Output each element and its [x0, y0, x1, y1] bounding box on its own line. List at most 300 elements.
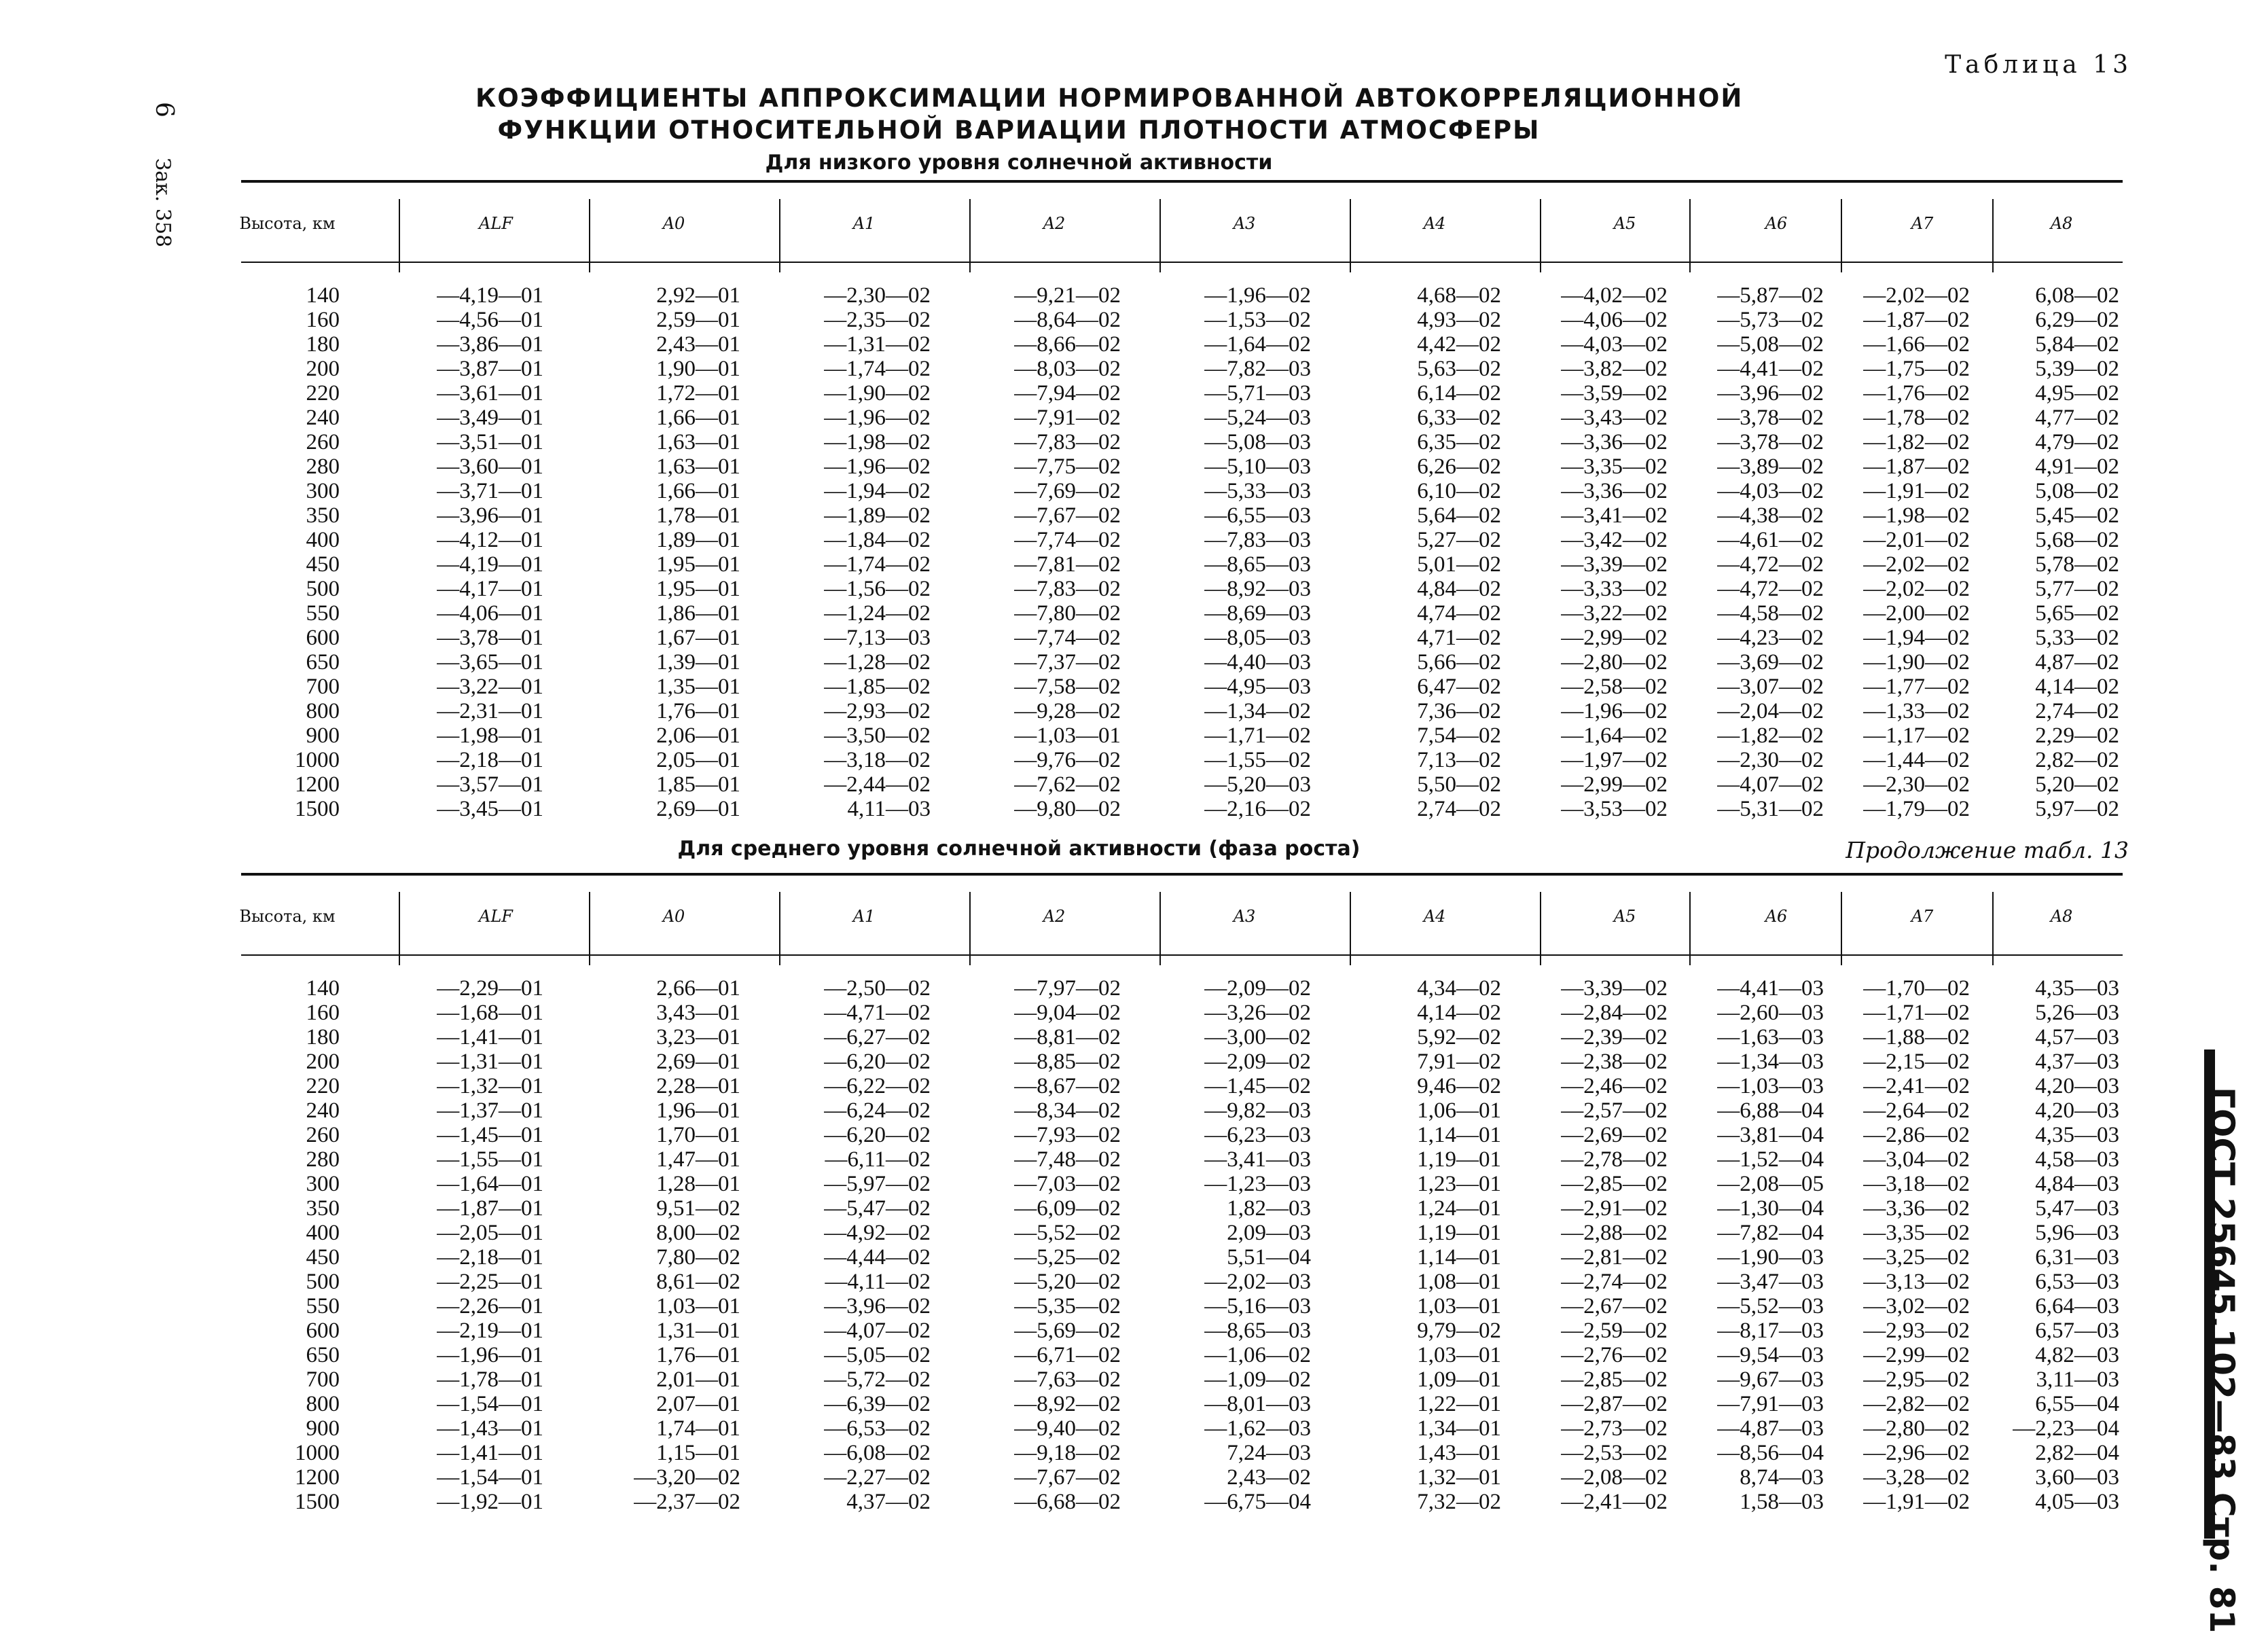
- coefficient-cell: —1,96—02: [1204, 283, 1311, 308]
- coefficient-cell: —2,88—02: [1561, 1221, 1668, 1245]
- coefficient-cell: 1,43—01: [1417, 1441, 1501, 1465]
- altitude-cell: 700: [306, 1367, 340, 1392]
- coefficient-cell: —7,82—03: [1204, 357, 1311, 381]
- coefficient-cell: —1,82—02: [1717, 723, 1824, 748]
- table-row: [241, 454, 2123, 479]
- coefficient-cell: —3,43—02: [1561, 406, 1668, 430]
- column-header: A8: [2050, 907, 2073, 926]
- coefficient-cell: —1,74—02: [824, 552, 931, 577]
- coefficient-cell: 1,66—01: [656, 479, 740, 503]
- coefficient-cell: —4,23—02: [1717, 626, 1824, 650]
- coefficient-cell: 1,85—01: [656, 772, 740, 797]
- coefficient-cell: —8,56—04: [1717, 1441, 1824, 1465]
- coefficient-cell: —2,02—02: [1863, 577, 1970, 601]
- table-body: [241, 976, 2123, 1514]
- column-header: A3: [1233, 214, 1256, 233]
- table-row: [241, 552, 2123, 577]
- altitude-cell: 550: [306, 601, 340, 626]
- coefficient-cell: —3,42—02: [1561, 528, 1668, 552]
- column-header-row: [241, 907, 2123, 934]
- coefficient-cell: —2,39—02: [1561, 1025, 1668, 1049]
- coefficient-cell: —6,88—04: [1717, 1098, 1824, 1123]
- coefficient-cell: —8,85—02: [1014, 1049, 1121, 1074]
- coefficient-cell: —1,96—01: [437, 1343, 543, 1367]
- coefficient-cell: —1,09—02: [1204, 1367, 1311, 1392]
- coefficient-cell: —5,35—02: [1014, 1294, 1121, 1318]
- coefficient-cell: —5,33—03: [1204, 479, 1311, 503]
- coefficient-cell: 1,90—01: [656, 357, 740, 381]
- coefficient-cell: —5,47—02: [824, 1196, 931, 1221]
- altitude-cell: 550: [306, 1294, 340, 1318]
- coefficient-cell: —1,75—02: [1863, 357, 1970, 381]
- coefficient-cell: —8,92—02: [1014, 1392, 1121, 1416]
- table-row: [241, 1270, 2123, 1294]
- coefficient-cell: —1,34—03: [1717, 1049, 1824, 1074]
- coefficient-cell: 5,68—02: [2035, 528, 2119, 552]
- coefficient-cell: —3,36—02: [1561, 479, 1668, 503]
- coefficient-cell: —2,74—02: [1561, 1270, 1668, 1294]
- coefficient-cell: —4,02—02: [1561, 283, 1668, 308]
- coefficient-cell: —4,61—02: [1717, 528, 1824, 552]
- coefficient-cell: 5,78—02: [2035, 552, 2119, 577]
- coefficient-cell: —2,76—02: [1561, 1343, 1668, 1367]
- coefficient-cell: 2,01—01: [656, 1367, 740, 1392]
- coefficient-cell: —9,80—02: [1014, 797, 1121, 821]
- coefficient-cell: 1,35—01: [656, 675, 740, 699]
- coefficient-cell: —7,75—02: [1014, 454, 1121, 479]
- altitude-cell: 180: [306, 332, 340, 357]
- altitude-cell: 240: [306, 406, 340, 430]
- coefficient-cell: —8,69—03: [1204, 601, 1311, 626]
- coefficient-cell: —1,96—02: [824, 454, 931, 479]
- coefficient-cell: —1,82—02: [1863, 430, 1970, 454]
- coefficient-cell: —3,35—02: [1863, 1221, 1970, 1245]
- coefficient-cell: 6,57—03: [2035, 1318, 2119, 1343]
- coefficient-cell: 1,39—01: [656, 650, 740, 675]
- coefficient-cell: —1,85—02: [824, 675, 931, 699]
- coefficient-cell: 6,47—02: [1417, 675, 1501, 699]
- column-header: A7: [1911, 214, 1934, 233]
- coefficient-cell: —3,81—04: [1717, 1123, 1824, 1147]
- coefficient-cell: —6,20—02: [824, 1049, 931, 1074]
- column-header: A1: [852, 214, 876, 233]
- coefficient-cell: —1,90—02: [824, 381, 931, 406]
- coefficient-cell: 1,70—01: [656, 1123, 740, 1147]
- coefficient-cell: —2,15—02: [1863, 1049, 1970, 1074]
- altitude-cell: 1200: [295, 1465, 340, 1490]
- coefficient-cell: —4,17—01: [437, 577, 543, 601]
- altitude-cell: 900: [306, 723, 340, 748]
- altitude-cell: 700: [306, 675, 340, 699]
- coefficient-cell: —2,87—02: [1561, 1392, 1668, 1416]
- coefficient-cell: —2,18—01: [437, 748, 543, 772]
- column-header: ALF: [479, 907, 513, 926]
- coefficient-cell: 5,92—02: [1417, 1025, 1501, 1049]
- coefficient-cell: —6,27—02: [824, 1025, 931, 1049]
- coefficient-cell: —2,23—04: [2013, 1416, 2119, 1441]
- coefficient-cell: 1,47—01: [656, 1147, 740, 1172]
- table-row: [241, 1441, 2123, 1465]
- column-header: Высота, км: [239, 214, 336, 233]
- table-row: [241, 675, 2123, 699]
- coefficient-cell: —3,22—02: [1561, 601, 1668, 626]
- coefficient-cell: —2,38—02: [1561, 1049, 1668, 1074]
- coefficient-cell: —6,20—02: [824, 1123, 931, 1147]
- coefficient-cell: 2,66—01: [656, 976, 740, 1001]
- coefficient-cell: 7,80—02: [656, 1245, 740, 1270]
- coefficient-cell: —7,37—02: [1014, 650, 1121, 675]
- coefficient-cell: —2,09—02: [1204, 1049, 1311, 1074]
- coefficient-cell: —7,13—03: [824, 626, 931, 650]
- coefficient-cell: —7,82—04: [1717, 1221, 1824, 1245]
- coefficient-cell: 2,06—01: [656, 723, 740, 748]
- coefficient-cell: —3,61—01: [437, 381, 543, 406]
- coefficient-cell: —9,82—03: [1204, 1098, 1311, 1123]
- coefficient-cell: —2,78—02: [1561, 1147, 1668, 1172]
- coefficient-cell: —2,95—02: [1863, 1367, 1970, 1392]
- coefficient-cell: —3,60—01: [437, 454, 543, 479]
- table-row: [241, 1392, 2123, 1416]
- coefficient-cell: —8,34—02: [1014, 1098, 1121, 1123]
- altitude-cell: 300: [306, 479, 340, 503]
- coefficient-cell: —3,69—02: [1717, 650, 1824, 675]
- column-header: A4: [1423, 907, 1446, 926]
- coefficient-cell: —4,58—02: [1717, 601, 1824, 626]
- coefficient-cell: —2,73—02: [1561, 1416, 1668, 1441]
- coefficient-cell: —2,25—01: [437, 1270, 543, 1294]
- coefficient-cell: —3,41—03: [1204, 1147, 1311, 1172]
- coefficient-cell: —2,02—02: [1863, 283, 1970, 308]
- coefficient-cell: —1,87—02: [1863, 308, 1970, 332]
- coefficient-cell: 5,51—04: [1227, 1245, 1311, 1270]
- coefficient-cell: —1,54—01: [437, 1392, 543, 1416]
- coefficient-cell: —3,96—02: [824, 1294, 931, 1318]
- coefficient-cell: —6,08—02: [824, 1441, 931, 1465]
- coefficient-cell: —2,46—02: [1561, 1074, 1668, 1098]
- order-note: Зак. 358: [151, 158, 175, 248]
- coefficient-cell: 6,31—03: [2035, 1245, 2119, 1270]
- coefficient-cell: —1,44—02: [1863, 748, 1970, 772]
- coefficient-cell: —5,52—03: [1717, 1294, 1824, 1318]
- coefficient-cell: 6,10—02: [1417, 479, 1501, 503]
- coefficient-cell: 4,35—03: [2035, 1123, 2119, 1147]
- coefficient-cell: —2,31—01: [437, 699, 543, 723]
- table-row: [241, 626, 2123, 650]
- coefficient-cell: 1,32—01: [1417, 1465, 1501, 1490]
- coefficient-cell: 1,03—01: [656, 1294, 740, 1318]
- altitude-cell: 350: [306, 1196, 340, 1221]
- table-row: [241, 1245, 2123, 1270]
- coefficient-cell: —3,18—02: [824, 748, 931, 772]
- coefficient-cell: —4,19—01: [437, 552, 543, 577]
- coefficient-cell: —2,93—02: [824, 699, 931, 723]
- header-rule: [241, 262, 2123, 263]
- coefficient-cell: —3,59—02: [1561, 381, 1668, 406]
- coefficient-cell: 3,60—03: [2035, 1465, 2119, 1490]
- coefficient-cell: —6,24—02: [824, 1098, 931, 1123]
- coefficient-cell: —2,96—02: [1863, 1441, 1970, 1465]
- coefficient-cell: —1,43—01: [437, 1416, 543, 1441]
- coefficient-cell: —2,16—02: [1204, 797, 1311, 821]
- coefficient-cell: —2,01—02: [1863, 528, 1970, 552]
- coefficient-cell: —5,72—02: [824, 1367, 931, 1392]
- coefficient-cell: —3,36—02: [1863, 1196, 1970, 1221]
- coefficient-cell: —1,98—02: [1863, 503, 1970, 528]
- coefficient-cell: —2,02—02: [1863, 552, 1970, 577]
- coefficient-cell: —9,28—02: [1014, 699, 1121, 723]
- coefficient-cell: —3,25—02: [1863, 1245, 1970, 1270]
- altitude-cell: 200: [306, 357, 340, 381]
- coefficient-cell: —6,53—02: [824, 1416, 931, 1441]
- coefficient-cell: —1,78—02: [1863, 406, 1970, 430]
- coefficient-cell: 1,22—01: [1417, 1392, 1501, 1416]
- coefficient-cell: —1,87—01: [437, 1196, 543, 1221]
- coefficient-cell: —8,64—02: [1014, 308, 1121, 332]
- coefficient-cell: —1,53—02: [1204, 308, 1311, 332]
- coefficient-cell: —5,97—02: [824, 1172, 931, 1196]
- table-row: [241, 332, 2123, 357]
- coefficient-cell: —1,64—02: [1561, 723, 1668, 748]
- coefficient-cell: —1,33—02: [1863, 699, 1970, 723]
- coefficient-cell: 1,66—01: [656, 406, 740, 430]
- coefficient-cell: —3,41—02: [1561, 503, 1668, 528]
- coefficient-cell: 5,96—03: [2035, 1221, 2119, 1245]
- coefficient-cell: —1,66—02: [1863, 332, 1970, 357]
- coefficient-cell: —1,54—01: [437, 1465, 543, 1490]
- coefficient-cell: 3,23—01: [656, 1025, 740, 1049]
- column-header: A2: [1043, 214, 1066, 233]
- coefficient-cell: 1,23—01: [1417, 1172, 1501, 1196]
- altitude-cell: 800: [306, 699, 340, 723]
- table-row: [241, 976, 2123, 1001]
- table-label: Таблица 13: [1945, 51, 2132, 79]
- continuation-label: Продолжение табл. 13: [1846, 837, 2129, 863]
- coefficient-cell: 2,92—01: [656, 283, 740, 308]
- coefficient-cell: 1,86—01: [656, 601, 740, 626]
- table-low-activity: [241, 180, 2123, 832]
- coefficient-cell: —7,97—02: [1014, 976, 1121, 1001]
- coefficient-cell: 2,05—01: [656, 748, 740, 772]
- column-header: A2: [1043, 907, 1066, 926]
- column-header: A4: [1423, 214, 1446, 233]
- coefficient-cell: 7,54—02: [1417, 723, 1501, 748]
- coefficient-cell: —1,23—03: [1204, 1172, 1311, 1196]
- coefficient-cell: —5,08—02: [1717, 332, 1824, 357]
- table-row: [241, 748, 2123, 772]
- coefficient-cell: —1,03—03: [1717, 1074, 1824, 1098]
- altitude-cell: 1200: [295, 772, 340, 797]
- coefficient-cell: —2,69—02: [1561, 1123, 1668, 1147]
- coefficient-cell: 8,61—02: [656, 1270, 740, 1294]
- coefficient-cell: —1,32—01: [437, 1074, 543, 1098]
- coefficient-cell: 1,74—01: [656, 1416, 740, 1441]
- coefficient-cell: —9,76—02: [1014, 748, 1121, 772]
- page-digit: 6: [150, 102, 178, 118]
- coefficient-cell: —2,30—02: [824, 283, 931, 308]
- altitude-cell: 400: [306, 528, 340, 552]
- altitude-cell: 650: [306, 650, 340, 675]
- altitude-cell: 260: [306, 1123, 340, 1147]
- altitude-cell: 200: [306, 1049, 340, 1074]
- coefficient-cell: 1,24—01: [1417, 1196, 1501, 1221]
- coefficient-cell: —2,53—02: [1561, 1441, 1668, 1465]
- coefficient-cell: —3,78—02: [1717, 406, 1824, 430]
- table-row: [241, 723, 2123, 748]
- table-row: [241, 1196, 2123, 1221]
- coefficient-cell: 5,45—02: [2035, 503, 2119, 528]
- coefficient-cell: —3,00—02: [1204, 1025, 1311, 1049]
- coefficient-cell: 4,35—03: [2035, 976, 2119, 1001]
- coefficient-cell: 4,91—02: [2035, 454, 2119, 479]
- coefficient-cell: 6,35—02: [1417, 430, 1501, 454]
- altitude-cell: 800: [306, 1392, 340, 1416]
- coefficient-cell: —4,03—02: [1717, 479, 1824, 503]
- coefficient-cell: —4,44—02: [824, 1245, 931, 1270]
- coefficient-cell: —2,09—02: [1204, 976, 1311, 1001]
- coefficient-cell: —7,83—02: [1014, 577, 1121, 601]
- table-medium-activity: [241, 873, 2123, 1525]
- coefficient-cell: 5,66—02: [1417, 650, 1501, 675]
- altitude-cell: 650: [306, 1343, 340, 1367]
- coefficient-cell: —1,52—04: [1717, 1147, 1824, 1172]
- coefficient-cell: 4,05—03: [2035, 1490, 2119, 1514]
- coefficient-cell: —3,47—03: [1717, 1270, 1824, 1294]
- coefficient-cell: —3,96—02: [1717, 381, 1824, 406]
- coefficient-cell: —2,80—02: [1863, 1416, 1970, 1441]
- coefficient-cell: 4,82—03: [2035, 1343, 2119, 1367]
- coefficient-cell: —1,62—03: [1204, 1416, 1311, 1441]
- coefficient-cell: —2,85—02: [1561, 1367, 1668, 1392]
- table-row: [241, 1221, 2123, 1245]
- coefficient-cell: —3,18—02: [1863, 1172, 1970, 1196]
- coefficient-cell: —3,82—02: [1561, 357, 1668, 381]
- coefficient-cell: 4,77—02: [2035, 406, 2119, 430]
- coefficient-cell: —1,79—02: [1863, 797, 1970, 821]
- coefficient-cell: 4,84—03: [2035, 1172, 2119, 1196]
- coefficient-cell: —3,78—01: [437, 626, 543, 650]
- coefficient-cell: —2,37—02: [634, 1490, 740, 1514]
- altitude-cell: 1500: [295, 1490, 340, 1514]
- coefficient-cell: —4,11—02: [825, 1270, 931, 1294]
- coefficient-cell: 1,78—01: [656, 503, 740, 528]
- coefficient-cell: —8,17—03: [1717, 1318, 1824, 1343]
- coefficient-cell: —3,96—01: [437, 503, 543, 528]
- coefficient-cell: 6,29—02: [2035, 308, 2119, 332]
- coefficient-cell: —1,45—02: [1204, 1074, 1311, 1098]
- coefficient-cell: 1,06—01: [1417, 1098, 1501, 1123]
- coefficient-cell: —7,67—02: [1014, 503, 1121, 528]
- coefficient-cell: —2,99—02: [1863, 1343, 1970, 1367]
- coefficient-cell: 1,89—01: [656, 528, 740, 552]
- coefficient-cell: 1,63—01: [656, 454, 740, 479]
- column-header: A6: [1765, 214, 1788, 233]
- coefficient-cell: —1,94—02: [1863, 626, 1970, 650]
- coefficient-cell: 2,69—01: [656, 797, 740, 821]
- coefficient-cell: —3,28—02: [1863, 1465, 1970, 1490]
- coefficient-cell: 2,28—01: [656, 1074, 740, 1098]
- table-row: [241, 1416, 2123, 1441]
- coefficient-cell: —1,30—04: [1717, 1196, 1824, 1221]
- coefficient-cell: 3,11—03: [2036, 1367, 2119, 1392]
- coefficient-cell: —2,05—01: [437, 1221, 543, 1245]
- coefficient-cell: —8,92—03: [1204, 577, 1311, 601]
- coefficient-cell: —5,20—02: [1014, 1270, 1121, 1294]
- title-line-1: КОЭФФИЦИЕНТЫ АППРОКСИМАЦИИ НОРМИРОВАННОЙ АВТОКОРРЕЛЯЦИОННОЙ: [475, 84, 1744, 113]
- coefficient-cell: —1,91—02: [1863, 479, 1970, 503]
- column-header: A5: [1613, 907, 1636, 926]
- coefficient-cell: —4,06—02: [1561, 308, 1668, 332]
- altitude-cell: 1000: [295, 1441, 340, 1465]
- table-row: [241, 1367, 2123, 1392]
- coefficient-cell: —5,52—02: [1014, 1221, 1121, 1245]
- coefficient-cell: 4,71—02: [1417, 626, 1501, 650]
- table-row: [241, 601, 2123, 626]
- coefficient-cell: 2,59—01: [656, 308, 740, 332]
- title-line-2: ФУНКЦИИ ОТНОСИТЕЛЬНОЙ ВАРИАЦИИ ПЛОТНОСТИ АТМОСФЕРЫ: [497, 115, 1541, 145]
- coefficient-cell: 2,74—02: [2035, 699, 2119, 723]
- table-row: [241, 1074, 2123, 1098]
- coefficient-cell: 1,31—01: [656, 1318, 740, 1343]
- coefficient-cell: —2,30—02: [1717, 748, 1824, 772]
- coefficient-cell: —4,07—02: [824, 1318, 931, 1343]
- coefficient-cell: —7,91—03: [1717, 1392, 1824, 1416]
- altitude-cell: 450: [306, 1245, 340, 1270]
- table-row: [241, 430, 2123, 454]
- coefficient-cell: —7,83—03: [1204, 528, 1311, 552]
- table-row: [241, 1123, 2123, 1147]
- table-row: [241, 381, 2123, 406]
- coefficient-cell: —2,27—02: [824, 1465, 931, 1490]
- table-row: [241, 650, 2123, 675]
- column-header: A7: [1911, 907, 1934, 926]
- coefficient-cell: —4,56—01: [437, 308, 543, 332]
- coefficient-cell: —5,87—02: [1717, 283, 1824, 308]
- coefficient-cell: —3,35—02: [1561, 454, 1668, 479]
- coefficient-cell: —3,89—02: [1717, 454, 1824, 479]
- coefficient-cell: 6,26—02: [1417, 454, 1501, 479]
- coefficient-cell: —7,58—02: [1014, 675, 1121, 699]
- coefficient-cell: —1,06—02: [1204, 1343, 1311, 1367]
- coefficient-cell: 4,79—02: [2035, 430, 2119, 454]
- coefficient-cell: 1,58—03: [1740, 1490, 1824, 1514]
- coefficient-cell: —1,77—02: [1863, 675, 1970, 699]
- coefficient-cell: 4,58—03: [2035, 1147, 2119, 1172]
- coefficient-cell: —2,02—03: [1204, 1270, 1311, 1294]
- table-row: [241, 479, 2123, 503]
- coefficient-cell: —5,73—02: [1717, 308, 1824, 332]
- coefficient-cell: 1,28—01: [656, 1172, 740, 1196]
- coefficient-cell: 5,84—02: [2035, 332, 2119, 357]
- coefficient-cell: —1,74—02: [824, 357, 931, 381]
- table-row: [241, 503, 2123, 528]
- coefficient-cell: —1,94—02: [824, 479, 931, 503]
- coefficient-cell: 1,76—01: [656, 699, 740, 723]
- coefficient-cell: —6,23—03: [1204, 1123, 1311, 1147]
- coefficient-cell: —9,40—02: [1014, 1416, 1121, 1441]
- coefficient-cell: 5,63—02: [1417, 357, 1501, 381]
- altitude-cell: 350: [306, 503, 340, 528]
- coefficient-cell: —3,78—02: [1717, 430, 1824, 454]
- table-row: [241, 1147, 2123, 1172]
- coefficient-cell: 5,77—02: [2035, 577, 2119, 601]
- table-row: [241, 308, 2123, 332]
- coefficient-cell: —3,51—01: [437, 430, 543, 454]
- coefficient-cell: —2,08—02: [1561, 1465, 1668, 1490]
- coefficient-cell: —1,56—02: [824, 577, 931, 601]
- coefficient-cell: 5,01—02: [1417, 552, 1501, 577]
- coefficient-cell: —8,65—03: [1204, 1318, 1311, 1343]
- table-row: [241, 1318, 2123, 1343]
